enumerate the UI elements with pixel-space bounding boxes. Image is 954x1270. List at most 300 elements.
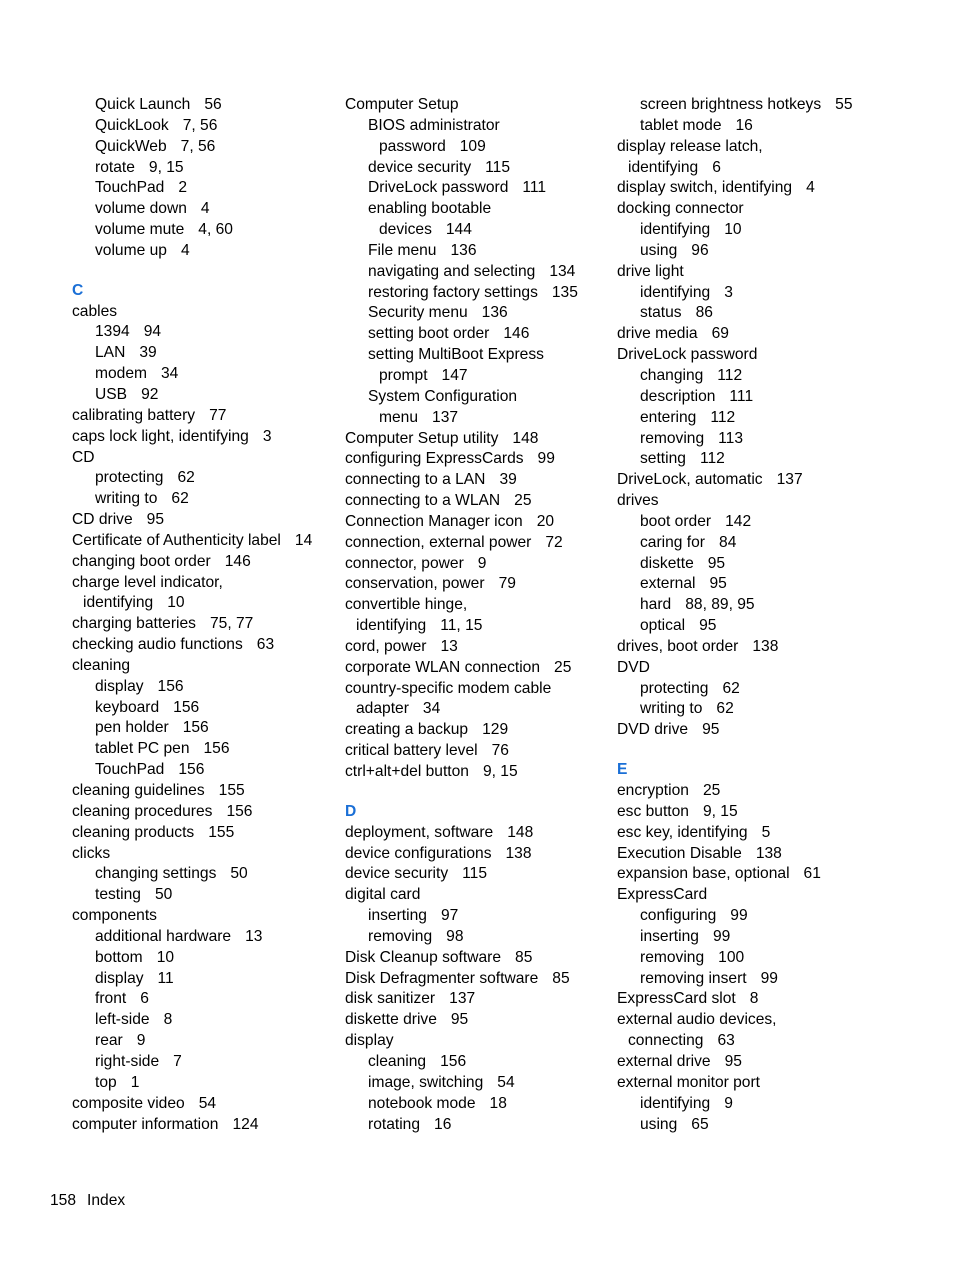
- page-reference: 111: [522, 179, 547, 197]
- index-term: identifying: [640, 283, 711, 301]
- index-entry: [72, 552, 334, 573]
- index-subentry: [617, 408, 907, 429]
- footer-page-number: 158: [50, 1192, 77, 1209]
- index-term: Connection Manager icon: [345, 512, 523, 530]
- index-term: hard: [640, 596, 672, 614]
- page-reference: 7, 56: [180, 137, 216, 155]
- index-term: changing: [640, 366, 704, 384]
- page-reference: 99: [730, 907, 748, 925]
- page-reference: 20: [536, 512, 555, 530]
- page-reference: 95: [709, 575, 727, 593]
- index-subentry: [72, 927, 334, 948]
- index-term: Disk Cleanup software: [345, 948, 502, 966]
- index-term: writing to: [640, 700, 703, 718]
- index-entry-continuation: [617, 1031, 907, 1052]
- page-reference: 134: [549, 262, 576, 280]
- index-subentry: [617, 574, 907, 595]
- index-subentry: [345, 116, 607, 137]
- index-term: removing: [368, 927, 433, 945]
- page-reference: 97: [440, 907, 459, 925]
- page-reference: 9: [724, 1094, 733, 1112]
- index-term: calibrating battery: [72, 406, 196, 424]
- index-subentry: [617, 1094, 907, 1115]
- index-entry: [72, 823, 334, 844]
- index-term: devices: [379, 221, 432, 239]
- index-term: USB: [95, 385, 128, 403]
- index-subentry: [617, 241, 907, 262]
- index-entry: [72, 302, 334, 323]
- page-reference: 142: [725, 512, 752, 530]
- page-reference: 137: [432, 408, 459, 426]
- index-subentry: [72, 864, 334, 885]
- index-term: setting MultiBoot Express: [368, 346, 544, 364]
- page-reference: 95: [146, 511, 165, 529]
- index-subentry: [617, 927, 907, 948]
- index-term: cables: [72, 302, 118, 320]
- page-reference: 138: [752, 637, 779, 655]
- index-subentry: [345, 1115, 607, 1136]
- page-reference: 88, 89, 95: [685, 596, 755, 614]
- index-subentry: [72, 364, 334, 385]
- index-entry: [72, 510, 334, 531]
- index-entry: [617, 1073, 907, 1094]
- index-entry: [72, 427, 334, 448]
- index-subentry: [72, 739, 334, 760]
- page-reference: 138: [505, 844, 532, 862]
- index-entry: [617, 781, 907, 802]
- index-term: connecting to a LAN: [345, 471, 486, 489]
- index-entry: [617, 844, 907, 865]
- page-footer: [50, 1191, 125, 1211]
- index-entry: [345, 449, 607, 470]
- index-term: identifying: [83, 594, 154, 612]
- page-reference: 25: [554, 658, 572, 676]
- page-reference: 148: [507, 823, 534, 841]
- page-reference: 85: [515, 948, 533, 966]
- index-term: external monitor port: [617, 1073, 761, 1091]
- index-term: changing boot order: [72, 552, 211, 570]
- index-subentry: [72, 220, 334, 241]
- index-term: drives, boot order: [617, 637, 739, 655]
- page-reference: 95: [724, 1052, 742, 1070]
- index-entry: [345, 844, 607, 865]
- index-term: cord, power: [345, 637, 427, 655]
- index-subentry: [72, 885, 334, 906]
- index-entry: [617, 989, 907, 1010]
- section-letter: C: [72, 281, 84, 299]
- page-reference: 72: [545, 533, 563, 551]
- index-entry: [617, 324, 907, 345]
- index-term: identifying: [356, 617, 427, 635]
- page-reference: 4: [180, 241, 190, 259]
- page-reference: 156: [440, 1052, 467, 1070]
- page-reference: 144: [445, 221, 472, 239]
- index-entry: [72, 573, 334, 594]
- page-reference: 156: [178, 761, 205, 779]
- index-subentry: [72, 468, 334, 489]
- index-term: TouchPad: [95, 761, 165, 779]
- page-reference: 7: [173, 1052, 182, 1070]
- index-term: setting boot order: [368, 325, 490, 343]
- page-reference: 155: [208, 823, 235, 841]
- page-reference: 6: [140, 990, 149, 1008]
- index-term: QuickWeb: [95, 137, 167, 155]
- page-reference: 136: [450, 241, 477, 259]
- index-entry: [617, 823, 907, 844]
- page-reference: 18: [489, 1094, 507, 1112]
- index-term: boot order: [640, 512, 712, 530]
- index-column-2: [345, 95, 607, 1135]
- page-reference: 4: [806, 179, 815, 197]
- index-subentry: [617, 679, 907, 700]
- page-reference: 95: [702, 721, 720, 739]
- index-entry: [617, 199, 907, 220]
- page-reference: 109: [459, 137, 486, 155]
- index-term: disk sanitizer: [345, 990, 436, 1008]
- index-entry: [345, 637, 607, 658]
- page-reference: 75, 77: [209, 615, 254, 633]
- index-term: country-specific modem cable: [345, 679, 552, 697]
- index-entry: [617, 178, 907, 199]
- index-subentry: [345, 178, 607, 199]
- index-entry: [345, 512, 607, 533]
- index-term: tablet mode: [640, 116, 722, 134]
- page-reference: 146: [503, 325, 530, 343]
- index-term: Computer Setup: [345, 96, 459, 113]
- index-term: File menu: [368, 241, 437, 259]
- index-term: display: [95, 677, 144, 695]
- page-reference: 61: [803, 865, 821, 883]
- page-reference: 113: [718, 429, 744, 447]
- index-term: drives: [617, 492, 659, 510]
- index-term: drive light: [617, 262, 684, 280]
- index-term: encryption: [617, 782, 689, 799]
- index-entry-continuation: [617, 158, 907, 179]
- page-reference: 7, 56: [182, 116, 218, 134]
- index-entry: [345, 741, 607, 762]
- index-term: cleaning products: [72, 823, 195, 841]
- index-term: writing to: [95, 490, 158, 508]
- index-term: display: [95, 969, 144, 987]
- page-reference: 129: [482, 721, 509, 739]
- index-term: BIOS administrator: [368, 116, 500, 134]
- index-term: QuickLook: [95, 116, 169, 134]
- page-reference: 13: [245, 927, 263, 945]
- index-term: diskette drive: [345, 1011, 437, 1029]
- page-reference: 50: [230, 865, 248, 883]
- index-term: additional hardware: [95, 927, 232, 945]
- index-term: display switch, identifying: [617, 179, 793, 197]
- index-subentry: [617, 303, 907, 324]
- index-subentry: [345, 906, 607, 927]
- page-reference: 148: [512, 429, 539, 447]
- page-reference: 112: [710, 408, 736, 426]
- index-subentry: [72, 95, 334, 116]
- index-subentry: [72, 989, 334, 1010]
- page-reference: 86: [695, 304, 713, 322]
- index-term: conservation, power: [345, 575, 485, 593]
- index-term: navigating and selecting: [368, 262, 536, 280]
- index-term: deployment, software: [345, 823, 494, 841]
- page-reference: 62: [716, 700, 734, 718]
- index-term: charge level indicator,: [72, 573, 223, 591]
- index-term: identifying: [628, 158, 699, 176]
- index-term: external audio devices,: [617, 1011, 777, 1029]
- index-subentry: [345, 199, 607, 220]
- index-subentry: [345, 220, 607, 241]
- page-reference: 56: [204, 96, 222, 113]
- index-subentry: [72, 718, 334, 739]
- index-term: keyboard: [95, 698, 160, 716]
- index-term: rotate: [95, 158, 135, 176]
- page-reference: 5: [761, 823, 771, 841]
- page-reference: 135: [551, 283, 578, 301]
- index-term: device configurations: [345, 844, 492, 862]
- index-subentry: [617, 616, 907, 637]
- index-subentry: [72, 760, 334, 781]
- index-term: System Configuration: [368, 387, 518, 405]
- index-term: connector, power: [345, 554, 464, 572]
- index-subentry: [72, 1031, 334, 1052]
- page-reference: 9: [136, 1032, 146, 1050]
- page-reference: 156: [203, 740, 230, 758]
- page-reference: 1: [130, 1073, 140, 1091]
- index-entry: [345, 885, 607, 906]
- page-reference: 8: [749, 990, 759, 1008]
- page-reference: 95: [450, 1011, 469, 1029]
- page-reference: 8: [163, 1011, 173, 1029]
- index-term: enabling bootable: [368, 200, 492, 218]
- page-reference: 11: [157, 969, 174, 987]
- page-reference: 16: [735, 116, 753, 134]
- page-reference: 137: [776, 471, 803, 489]
- index-subentry: [617, 906, 907, 927]
- index-term: computer information: [72, 1115, 219, 1133]
- index-entry: [72, 531, 334, 552]
- index-term: notebook mode: [368, 1094, 476, 1112]
- index-term: identifying: [640, 1094, 711, 1112]
- page-reference: 115: [462, 865, 488, 883]
- index-term: corporate WLAN connection: [345, 658, 541, 676]
- index-term: connecting to a WLAN: [345, 492, 501, 510]
- page-reference: 14: [294, 531, 313, 549]
- index-term: top: [95, 1073, 117, 1091]
- index-entry: [617, 720, 907, 741]
- index-term: expansion base, optional: [617, 865, 790, 883]
- index-entry: [345, 823, 607, 844]
- page-reference: 34: [422, 700, 441, 718]
- index-entry: [345, 574, 607, 595]
- page-reference: 99: [537, 450, 555, 468]
- index-term: status: [640, 304, 682, 322]
- index-term: cleaning: [72, 656, 131, 674]
- index-subentry: [617, 533, 907, 554]
- index-subentry: [72, 178, 334, 199]
- index-term: restoring factory settings: [368, 283, 538, 301]
- index-subentry: [72, 385, 334, 406]
- index-subentry: [345, 324, 607, 345]
- index-term: tablet PC pen: [95, 740, 190, 758]
- index-term: device security: [368, 158, 472, 176]
- index-term: cleaning: [368, 1052, 427, 1070]
- index-subentry: [345, 283, 607, 304]
- page-reference: 92: [141, 385, 159, 403]
- index-term: testing: [95, 886, 141, 904]
- page-reference: 10: [724, 221, 742, 239]
- index-subentry: [345, 345, 607, 366]
- index-entry: [345, 429, 607, 450]
- index-term: external drive: [617, 1052, 711, 1070]
- index-entry: [617, 1052, 907, 1073]
- index-entry: [617, 137, 907, 158]
- index-entry: [617, 637, 907, 658]
- index-term: protecting: [640, 679, 709, 697]
- index-entry: [72, 635, 334, 656]
- index-term: esc key, identifying: [617, 823, 748, 841]
- index-term: password: [379, 137, 446, 155]
- index-subentry: [617, 429, 907, 450]
- page-reference: 85: [552, 969, 570, 987]
- index-term: cleaning guidelines: [72, 782, 205, 799]
- index-term: CD drive: [72, 511, 133, 529]
- index-subentry: [617, 387, 907, 408]
- index-subentry: [345, 158, 607, 179]
- page-reference: 77: [209, 406, 227, 424]
- index-term: volume mute: [95, 221, 185, 239]
- index-term: removing insert: [640, 969, 747, 987]
- index-term: rotating: [368, 1115, 421, 1133]
- index-subentry: [617, 948, 907, 969]
- index-subentry: [345, 1052, 607, 1073]
- index-term: inserting: [368, 907, 427, 925]
- index-term: ExpressCard slot: [617, 990, 736, 1008]
- index-term: caps lock light, identifying: [72, 427, 249, 445]
- page-reference: 100: [718, 948, 745, 966]
- index-entry: [72, 1094, 334, 1115]
- page-reference: 63: [256, 636, 275, 654]
- index-term: checking audio functions: [72, 636, 243, 654]
- index-subentry: [617, 366, 907, 387]
- page-reference: 156: [182, 719, 209, 737]
- index-subentry: [72, 489, 334, 510]
- index-term: components: [72, 907, 157, 925]
- index-entry-continuation: [345, 699, 607, 720]
- index-subentry: [345, 241, 607, 262]
- index-term: DVD drive: [617, 721, 689, 739]
- index-entry: [345, 595, 607, 616]
- index-subentry: [72, 948, 334, 969]
- index-term: right-side: [95, 1052, 160, 1070]
- index-term: changing settings: [95, 865, 217, 883]
- index-term: adapter: [356, 700, 409, 718]
- index-term: left-side: [95, 1011, 150, 1029]
- index-term: description: [640, 387, 716, 405]
- index-subentry: [617, 699, 907, 720]
- index-entry: [617, 802, 907, 823]
- page-reference: 25: [702, 782, 721, 799]
- index-entry: [345, 1010, 607, 1031]
- index-subentry: [345, 262, 607, 283]
- index-entry: [345, 762, 607, 783]
- index-entry: [345, 470, 607, 491]
- index-subentry: [72, 322, 334, 343]
- page-reference: 50: [154, 886, 173, 904]
- index-entry: [617, 885, 907, 906]
- index-term: DriveLock password: [617, 346, 758, 364]
- page-reference: 11, 15: [440, 617, 483, 635]
- index-term: Disk Defragmenter software: [345, 969, 539, 987]
- index-subentry: [72, 969, 334, 990]
- index-term: CD: [72, 448, 95, 466]
- index-term: Computer Setup utility: [345, 429, 499, 447]
- index-entry: [72, 448, 334, 469]
- page-reference: 34: [161, 365, 179, 383]
- index-term: creating a backup: [345, 721, 469, 739]
- index-term: clicks: [72, 844, 111, 862]
- index-term: display release latch,: [617, 137, 763, 155]
- page-reference: 156: [226, 802, 253, 820]
- index-term: display: [345, 1032, 394, 1050]
- index-subentry: [617, 95, 907, 116]
- index-subentry: [345, 1073, 607, 1094]
- index-term: external: [640, 575, 696, 593]
- index-entry: [72, 656, 334, 677]
- index-term: DriveLock password: [368, 179, 509, 197]
- page-reference: 84: [719, 533, 737, 551]
- index-subentry: [345, 1094, 607, 1115]
- index-subentry: [617, 283, 907, 304]
- page-reference: 62: [171, 490, 189, 508]
- index-term: convertible hinge,: [345, 596, 468, 614]
- index-term: connection, external power: [345, 533, 532, 551]
- index-entry: [345, 95, 607, 116]
- index-term: device security: [345, 865, 449, 883]
- index-entry: [345, 720, 607, 741]
- page-reference: 16: [434, 1115, 452, 1133]
- index-entry: [617, 658, 907, 679]
- index-term: removing: [640, 429, 705, 447]
- page-reference: 98: [446, 927, 464, 945]
- index-entry: [617, 262, 907, 283]
- page-reference: 63: [717, 1032, 735, 1050]
- index-term: inserting: [640, 927, 699, 945]
- page-reference: 112: [717, 366, 743, 384]
- index-subentry: [72, 158, 334, 179]
- index-subentry: [345, 927, 607, 948]
- page-reference: 136: [481, 304, 508, 322]
- index-entry-continuation: [72, 593, 334, 614]
- index-term: docking connector: [617, 200, 744, 218]
- index-subentry: [617, 969, 907, 990]
- page-reference: 13: [440, 637, 458, 655]
- index-subentry: [617, 220, 907, 241]
- index-entry: [345, 533, 607, 554]
- page-reference: 10: [167, 594, 185, 612]
- index-entry: [345, 658, 607, 679]
- page-reference: 69: [711, 325, 729, 343]
- index-term: entering: [640, 408, 697, 426]
- index-column-1: [72, 95, 334, 1135]
- index-subentry: [72, 1073, 334, 1094]
- page-reference: 115: [485, 158, 511, 176]
- page-reference: 4, 60: [198, 221, 233, 239]
- page-reference: 156: [157, 677, 184, 695]
- index-entry: [617, 345, 907, 366]
- index-term: configuring ExpressCards: [345, 450, 524, 468]
- page-reference: 9, 15: [148, 158, 184, 176]
- page-reference: 112: [699, 450, 725, 468]
- page-reference: 55: [835, 96, 853, 113]
